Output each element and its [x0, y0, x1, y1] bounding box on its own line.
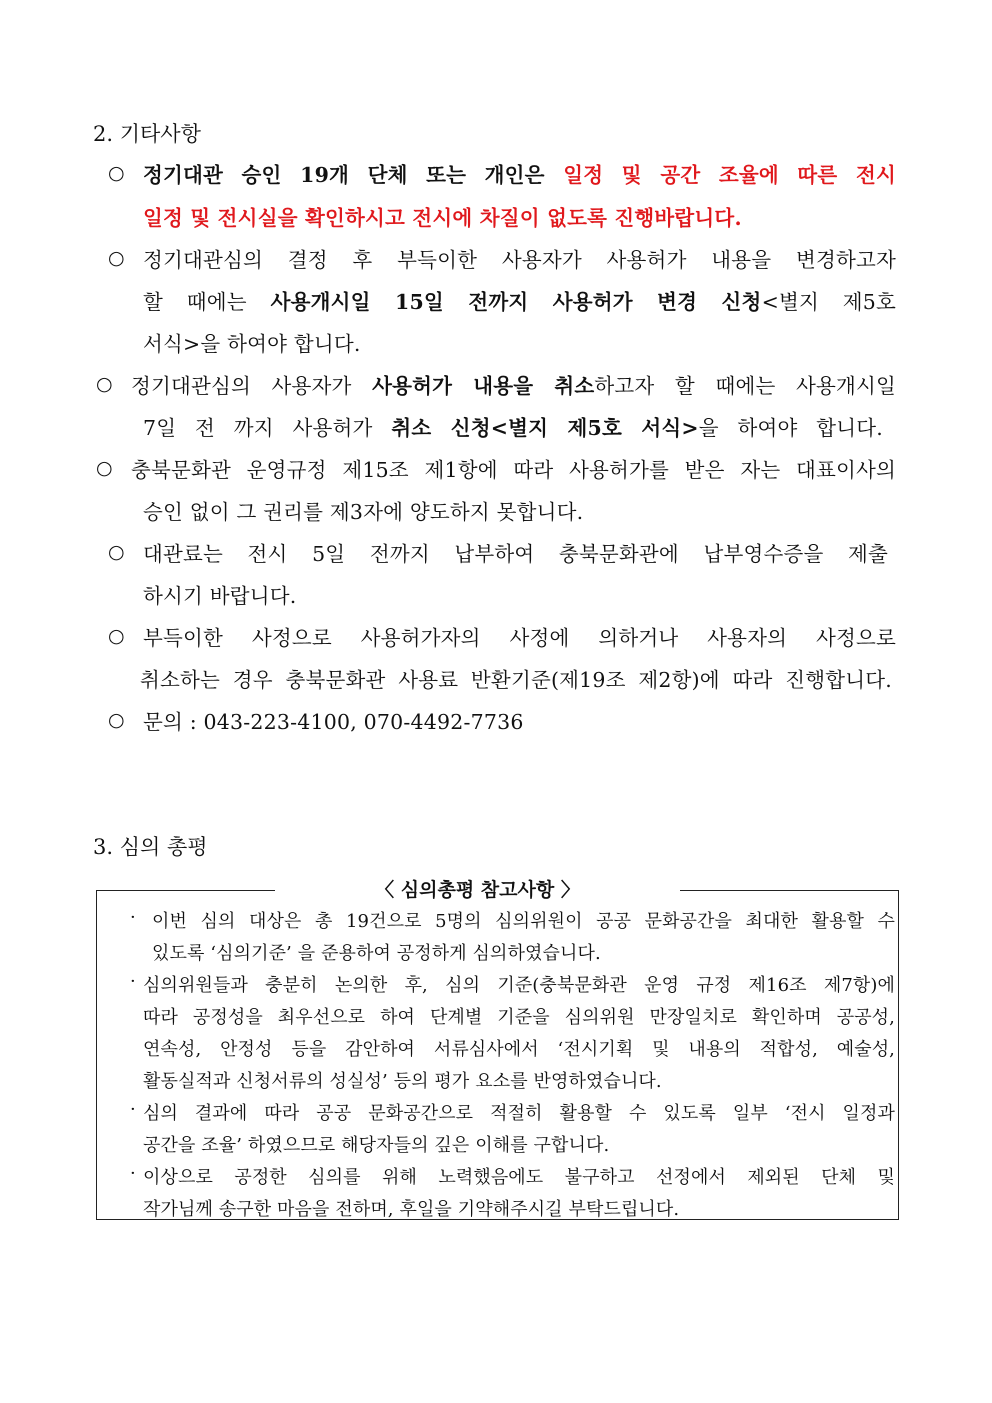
summary-4-line-2: 작가님께 송구한 마음을 전하며, 후일을 기약해주시길 부탁드립니다.: [143, 1199, 680, 1220]
section-2-heading: 2. 기타사항: [93, 122, 201, 146]
dot-bullet-icon: ·: [130, 907, 136, 928]
dot-bullet-icon: ·: [130, 971, 136, 992]
item-3-text: 하고자 할 때에는 사용개시일: [594, 374, 896, 398]
circle-bullet-icon: ○: [108, 247, 125, 269]
item-6-line-1: 부득이한 사정으로 사용허가자의 사정에 의하거나 사용자의 사정으로: [143, 626, 896, 650]
section-3-heading: 3. 심의 총평: [93, 835, 208, 859]
summary-2-line-4: 활동실적과 신청서류의 성실성’ 등의 평가 요소를 반영하였습니다.: [143, 1071, 662, 1092]
circle-bullet-icon: ○: [108, 709, 125, 731]
summary-4-line-1: 이상으로 공정한 심의를 위해 노력했음에도 불구하고 선정에서 제외된 단체 및: [143, 1167, 895, 1188]
dot-bullet-icon: ·: [130, 1163, 136, 1184]
item-5-line-2: 하시기 바랍니다.: [143, 584, 297, 608]
item-2-bold-text: 사용개시일 15일 전까지 사용허가 변경 신청: [270, 290, 762, 314]
item-3-line-1: [131, 369, 896, 399]
item-3-bold-text: 취소 신청<별지 제5호 서식>: [391, 416, 699, 440]
item-3-bold-text: 사용허가 내용을 취소: [372, 374, 595, 398]
circle-bullet-icon: ○: [108, 162, 125, 184]
item-2-text: <별지 제5호: [761, 290, 896, 314]
item-3-text: 정기대관심의 사용자가: [131, 374, 373, 398]
review-summary-title: 〈 심의총평 참고사항 〉: [275, 874, 680, 906]
item-3-line-2: [143, 411, 883, 441]
item-5-line-1: 대관료는 전시 5일 전까지 납부하여 충북문화관에 납부영수증을 제출: [143, 542, 888, 566]
circle-bullet-icon: ○: [108, 541, 125, 563]
item-4-line-1: 충북문화관 운영규정 제15조 제1항에 따라 사용허가를 받은 자는 대표이사의: [131, 458, 896, 482]
item-6-line-2: 취소하는 경우 충북문화관 사용료 반환기준(제19조 제2항)에 따라 진행합니다.: [140, 668, 892, 692]
item-4-line-2: 승인 없이 그 권리를 제3자에 양도하지 못합니다.: [143, 500, 584, 524]
item-2-line-3: 서식>을 하여야 합니다.: [143, 332, 361, 356]
item-2-text: 할 때에는: [143, 290, 271, 314]
summary-3-line-2: 공간을 조율’ 하였으므로 해당자들의 깊은 이해를 구합니다.: [143, 1135, 610, 1156]
dot-bullet-icon: ·: [130, 1099, 136, 1120]
item-1-red-text: 일정 및 공간 조율에 따른 전시: [563, 163, 896, 187]
summary-1-line-2: 있도록 ‘심의기준’ 을 준용하여 공정하게 심의하였습니다.: [152, 943, 601, 964]
item-3-text: 7일 전 까지 사용허가: [143, 416, 392, 440]
item-2-line-1: 정기대관심의 결정 후 부득이한 사용자가 사용허가 내용을 변경하고자: [143, 248, 896, 272]
summary-1-line-1: 이번 심의 대상은 총 19건으로 5명의 심의위원이 공공 문화공간을 최대한 활용할 수: [152, 911, 895, 932]
summary-3-line-1: 심의 결과에 따라 공공 문화공간으로 적절히 활용할 수 있도록 일부 ‘전시 일정과: [143, 1103, 895, 1124]
item-3-text: 을 하여야 합니다.: [698, 416, 883, 440]
summary-2-line-2: 따라 공정성을 최우선으로 하여 단계별 기준을 심의위원 만장일치로 확인하며 공공성,: [143, 1007, 895, 1028]
item-1-line-2: 일정 및 전시실을 확인하시고 전시에 차질이 없도록 진행바랍니다.: [143, 206, 742, 230]
circle-bullet-icon: ○: [108, 625, 125, 647]
item-2-line-2: [143, 285, 896, 315]
contact-line: 문의 : 043-223-4100, 070-4492-7736: [143, 710, 524, 734]
item-1-line-1: [143, 158, 896, 188]
summary-2-line-1: 심의위원들과 충분히 논의한 후, 심의 기준(충북문화관 운영 규정 제16조 제7항)에: [143, 975, 895, 996]
item-1-bold-text: 정기대관 승인 19개 단체 또는 개인은: [143, 163, 564, 187]
circle-bullet-icon: ○: [96, 373, 113, 395]
summary-2-line-3: 연속성, 안정성 등을 감안하여 서류심사에서 ‘전시기획 및 내용의 적합성, 예술성,: [143, 1039, 895, 1060]
circle-bullet-icon: ○: [96, 457, 113, 479]
